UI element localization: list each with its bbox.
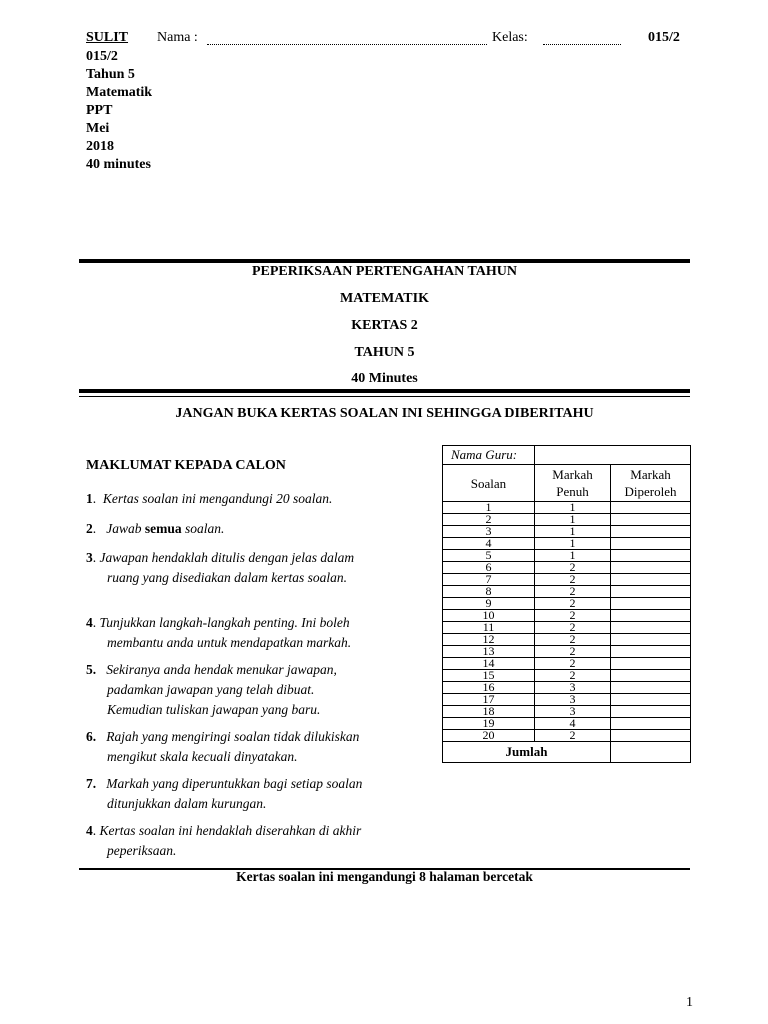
page-number: 1: [686, 995, 693, 1010]
marks-obtained-cell[interactable]: [611, 550, 691, 562]
instruction-text-post: soalan.: [185, 521, 225, 536]
col-header-penuh: [535, 465, 611, 502]
marks-body: [443, 502, 691, 742]
kelas-field[interactable]: [543, 44, 621, 45]
table-header-row: [443, 465, 691, 502]
question-number: 3: [443, 526, 535, 538]
col-header-penuh-line1: Markah: [552, 467, 593, 482]
full-marks: 2: [535, 622, 611, 634]
paper-title: KERTAS 2: [351, 318, 418, 333]
table-row: [443, 586, 691, 598]
full-marks: 2: [535, 730, 611, 742]
info-subject: Matematik: [86, 85, 153, 100]
marks-obtained-cell[interactable]: [611, 718, 691, 730]
instruction-2: 2. Jawab semua soalan.: [86, 521, 225, 536]
instruction-num: 4: [86, 615, 93, 630]
info-exam: PPT: [86, 103, 113, 118]
marks-obtained-cell[interactable]: [611, 706, 691, 718]
question-number: 7: [443, 574, 535, 586]
marks-obtained-cell[interactable]: [611, 610, 691, 622]
full-marks: 2: [535, 562, 611, 574]
col-header-penuh-line2: Penuh: [556, 484, 589, 499]
table-row: [443, 622, 691, 634]
instruction-num: 6.: [86, 729, 97, 744]
instruction-num: 3: [86, 550, 93, 565]
full-marks: 3: [535, 682, 611, 694]
question-number: 17: [443, 694, 535, 706]
question-number: 14: [443, 658, 535, 670]
footer-note: Kertas soalan ini mengandungi 8 halaman bercetak: [236, 869, 533, 884]
guru-row: [443, 446, 691, 465]
marks-obtained-cell[interactable]: [611, 658, 691, 670]
paper-code: 015/2: [648, 30, 680, 45]
guru-field[interactable]: [535, 446, 691, 465]
instruction-text: membantu anda untuk mendapatkan markah.: [107, 635, 352, 650]
paper-info-block: [86, 48, 152, 174]
instruction-text: ruang yang disediakan dalam kertas soalan.: [107, 570, 347, 585]
total-cell[interactable]: [611, 742, 691, 763]
question-number: 11: [443, 622, 535, 634]
marks-obtained-cell[interactable]: [611, 694, 691, 706]
instruction-7: [86, 774, 406, 814]
question-number: 4: [443, 538, 535, 550]
table-row: [443, 706, 691, 718]
table-row: [443, 562, 691, 574]
marks-obtained-cell[interactable]: [611, 682, 691, 694]
full-marks: 2: [535, 586, 611, 598]
table-row: [443, 538, 691, 550]
question-number: 2: [443, 514, 535, 526]
full-marks: 1: [535, 526, 611, 538]
instruction-text: Tunjukkan langkah-langkah penting. Ini boleh: [99, 615, 350, 630]
full-marks: 3: [535, 706, 611, 718]
full-marks: 3: [535, 694, 611, 706]
question-number: 12: [443, 634, 535, 646]
duration-title: 40 Minutes: [351, 371, 418, 386]
instruction-text: Kemudian tuliskan jawapan yang baru.: [107, 702, 321, 717]
instruction-text-bold: semua: [144, 521, 182, 536]
top-thick-rule: [79, 259, 690, 263]
nama-label: Nama :: [157, 30, 198, 45]
col-header-soalan: Soalan: [443, 465, 535, 502]
marks-obtained-cell[interactable]: [611, 634, 691, 646]
marks-obtained-cell[interactable]: [611, 502, 691, 514]
question-number: 20: [443, 730, 535, 742]
question-number: 19: [443, 718, 535, 730]
question-number: 9: [443, 598, 535, 610]
instruction-text: ditunjukkan dalam kurungan.: [107, 796, 267, 811]
instruction-num: 5.: [86, 662, 97, 677]
marks-obtained-cell[interactable]: [611, 622, 691, 634]
question-number: 8: [443, 586, 535, 598]
instruction-3: 3. Jawapan hendaklah ditulis dengan jelas dalam ruang yang disediakan dalam kertas soalan.: [86, 548, 406, 588]
col-header-diperoleh-line1: Markah: [630, 467, 671, 482]
instruction-text-pre: Jawab: [106, 521, 142, 536]
question-number: 5: [443, 550, 535, 562]
table-row: [443, 634, 691, 646]
table-row: [443, 646, 691, 658]
info-code: 015/2: [86, 49, 118, 64]
instructions-heading: MAKLUMAT KEPADA CALON: [86, 458, 286, 473]
question-number: 6: [443, 562, 535, 574]
instruction-8: 4. Kertas soalan ini hendaklah diserahkan di akhir peperiksaan.: [86, 821, 406, 861]
full-marks: 2: [535, 658, 611, 670]
table-row: [443, 550, 691, 562]
table-row: [443, 670, 691, 682]
instruction-4: 4. Tunjukkan langkah-langkah penting. Ini boleh membantu anda untuk mendapatkan markah.: [86, 613, 406, 653]
full-marks: 2: [535, 646, 611, 658]
sulit-label: SULIT: [86, 30, 129, 45]
nama-field[interactable]: [207, 44, 487, 45]
instruction-text: Kertas soalan ini mengandungi 20 soalan.: [102, 491, 333, 506]
info-duration: 40 minutes: [86, 157, 151, 172]
total-row: [443, 742, 691, 763]
subject-title: MATEMATIK: [340, 291, 429, 306]
marks-obtained-cell[interactable]: [611, 562, 691, 574]
instruction-text: Sekiranya anda hendak menukar jawapan,: [106, 662, 337, 677]
instruction-text: mengikut skala kecuali dinyatakan.: [107, 749, 298, 764]
col-header-diperoleh: [611, 465, 691, 502]
table-row: [443, 658, 691, 670]
col-header-diperoleh-line2: Diperoleh: [624, 484, 677, 499]
instruction-text: Rajah yang mengiringi soalan tidak dilukiskan: [106, 729, 360, 744]
instruction-text: padamkan jawapan yang telah dibuat.: [107, 682, 315, 697]
guru-label: Nama Guru:: [443, 446, 535, 465]
question-number: 16: [443, 682, 535, 694]
instruction-num: 7.: [86, 776, 97, 791]
table-row: [443, 598, 691, 610]
question-number: 15: [443, 670, 535, 682]
instruction-text: peperiksaan.: [107, 843, 177, 858]
marks-obtained-cell[interactable]: [611, 514, 691, 526]
full-marks: 2: [535, 670, 611, 682]
instruction-num: 1: [86, 491, 93, 506]
instruction-6: [86, 727, 406, 767]
table-row: [443, 502, 691, 514]
table-row: [443, 682, 691, 694]
year-title: TAHUN 5: [354, 345, 415, 360]
marks-obtained-cell[interactable]: [611, 574, 691, 586]
table-row: [443, 514, 691, 526]
kelas-label: Kelas:: [492, 30, 528, 45]
table-row: [443, 526, 691, 538]
info-year: 2018: [86, 139, 114, 154]
full-marks: 2: [535, 610, 611, 622]
full-marks: 1: [535, 514, 611, 526]
instruction-5: [86, 660, 406, 720]
info-month: Mei: [86, 121, 110, 136]
marks-obtained-cell[interactable]: [611, 526, 691, 538]
table-row: [443, 730, 691, 742]
marks-table: [442, 445, 691, 763]
bottom-thick-rule: [79, 389, 690, 393]
full-marks: 4: [535, 718, 611, 730]
table-row: [443, 694, 691, 706]
marks-obtained-cell[interactable]: [611, 670, 691, 682]
instruction-num: 4: [86, 823, 93, 838]
table-row: [443, 610, 691, 622]
table-row: [443, 574, 691, 586]
instruction-1: 1. Kertas soalan ini mengandungi 20 soalan.: [86, 491, 333, 506]
instruction-num: 2: [86, 521, 93, 536]
bottom-thin-rule: [79, 396, 690, 397]
question-number: 18: [443, 706, 535, 718]
full-marks: 1: [535, 502, 611, 514]
marks-obtained-cell[interactable]: [611, 730, 691, 742]
question-number: 10: [443, 610, 535, 622]
total-label: Jumlah: [443, 742, 611, 763]
marks-obtained-cell[interactable]: [611, 598, 691, 610]
instruction-text: Markah yang diperuntukkan bagi setiap soalan: [106, 776, 363, 791]
exam-name: PEPERIKSAAN PERTENGAHAN TAHUN: [251, 264, 517, 279]
marks-obtained-cell[interactable]: [611, 586, 691, 598]
full-marks: 2: [535, 634, 611, 646]
marks-obtained-cell[interactable]: [611, 646, 691, 658]
full-marks: 1: [535, 550, 611, 562]
warning-text: JANGAN BUKA KERTAS SOALAN INI SEHINGGA DIBERITAHU: [175, 406, 594, 421]
info-tahun: Tahun 5: [86, 67, 135, 82]
question-number: 1: [443, 502, 535, 514]
full-marks: 2: [535, 598, 611, 610]
marks-obtained-cell[interactable]: [611, 538, 691, 550]
full-marks: 1: [535, 538, 611, 550]
question-number: 13: [443, 646, 535, 658]
instruction-text: Kertas soalan ini hendaklah diserahkan di akhir: [99, 823, 362, 838]
table-row: [443, 718, 691, 730]
full-marks: 2: [535, 574, 611, 586]
instruction-text: Jawapan hendaklah ditulis dengan jelas dalam: [99, 550, 355, 565]
